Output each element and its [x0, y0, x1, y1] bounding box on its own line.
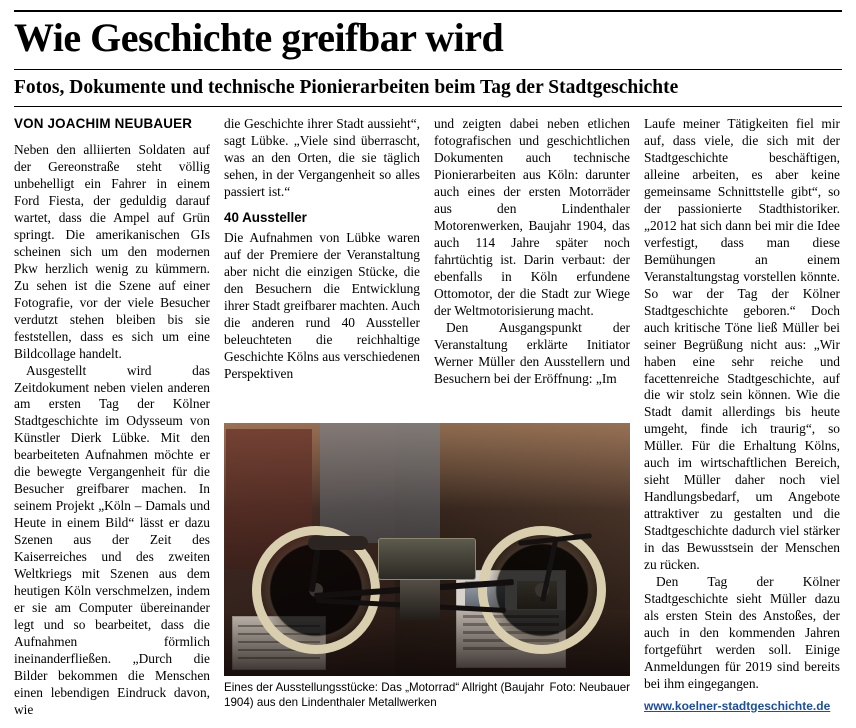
photo-caption-text: Eines der Ausstellungsstücke: Das „Motorrad“ Allright (Baujahr 1904) aus den Lindenthaler Metallwerken — [224, 681, 545, 709]
seat — [308, 536, 368, 550]
photo-credit: Foto: Neubauer — [549, 681, 630, 694]
crosshead: 40 Aussteller — [224, 210, 307, 225]
motorcycle — [250, 484, 610, 654]
paragraph: Den Ausgangspunkt der Veranstaltung erklärte Initiator Werner Müller den Ausstellern und Besuchern bei der Eröffnung: „Im — [434, 319, 630, 386]
paragraph: und zeigten dabei neben etlichen fotografischen und geschichtlichen Dokumenten auch technische Pionierarbeiten aus Köln: darunter auch eines der ersten Motorräder aus den Lindenthaler Motorenwerken, Baujahr 1904, das auch 114 Jahre später noch fahrtüchtig ist. Darin verbaut: der ebenfalls in Köln erfundene Ottomotor, der die Stadt zur Wiege der Weltmotorisierung macht. — [434, 116, 630, 318]
paragraph: Ausgestellt wird das Zeitdokument neben vielen anderen am ersten Tag der Kölner Stadtgeschichte im Odysseum von Künstler Dierk Lübke. Mit den bearbeiteten Aufnahmen möchte er die bewegte Vergangenheit für die Besucher greifbarer machen. In seinem Projekt „Köln – Damals und Heute in einem Bild“ lässt er dazu Szenen aus der Zeit des Kaiserreiches und des zweiten Weltkriegs mit Szenen aus dem heutigen Köln verschmelzen, indem er sie am Computer übereinander legt und so bearbeitet, dass die Aufnahmen förmlich ineinanderfließen. „Durch die Bilder bekommen die Menschen einen lebendigen Eindruck davon, wie — [14, 362, 210, 717]
fuel-tank — [378, 538, 476, 580]
column-3 — [434, 116, 630, 387]
paragraph: Neben den alliierten Soldaten auf der Gereonstraße steht völlig unbehelligt ein Fahrer in einem Ford Fiesta, der geduldig darauf wartet, dass die Ampel auf Grün springt. Die amerikanischen GIs scheinen sich um den modernen Pkw herzlich wenig zu kümmern. Zu sehen ist die Szene auf einer Fotografie, vor der viele Besucher verdutzt stehen bleiben bis sie feststellen, dass es sich um eine Bildcollage handelt. — [14, 142, 210, 361]
column-4 — [644, 116, 840, 712]
page-title: Wie Geschichte greifbar wird — [14, 15, 504, 60]
column-2 — [224, 116, 420, 382]
photo-caption — [224, 681, 630, 711]
paragraph: die Geschichte ihrer Stadt aussieht“, sagt Lübke. „Viele sind überrascht, was an den Orten, die sie täglich sehen, in der Vergangenheit so alles passiert ist.“ — [224, 116, 420, 200]
top-rule — [14, 10, 842, 12]
subheadline-rule — [14, 106, 842, 107]
paragraph: Laufe meiner Tätigkeiten fiel mir auf, dass viele, die sich mit der Stadtgeschichte beschäftigen, alleine arbeiten, es aber keine gemeinsame Schnittstelle gibt“, so der passionierte Stadthistoriker. „2012 hat sich dann bei mir die Idee verfestigt, dass man diese Bemühungen an einem Veranstaltungstag vorstellen könnte. So war der Tag der Kölner Stadtgeschichte geboren.“ Doch auch kritische Töne ließ Müller bei seiner Begrüßung nicht aus: „Wir haben eine sehr reiche und facettenreiche Stadtgeschichte, auf die wir stolz sein können. Wie die Stadt damit allerdings bis heute umgeht, finde ich traurig“, so Müller. Für die Erhaltung Kölns, auch im wirtschaftlichen Bereich, sieht Müller daher noch viel Handlungsbedarf, um Angebote attraktiver zu gestalten und die Stadtgeschichte dadurch viel stärker in das Bewusstsein der Menschen zu rücken. — [644, 116, 840, 573]
paragraph: Die Aufnahmen von Lübke waren auf der Premiere der Veranstaltung aber nicht die einzigen Stücke, die den Besuchern die Entwicklung ihrer Stadt greifbarer machten. Auch die anderen rund 40 Aussteller beleuchteten die reichhaltige Geschichte Kölns aus verschiedenen Perspektiven — [224, 229, 420, 381]
paragraph: Den Tag der Kölner Stadtgeschichte sieht Müller dazu als ersten Stein des Anstoßes, der auch in den kommenden Jahren fortgeführt werden soll. Einige Anmeldungen für 2019 sind bereits bei ihm eingegangen. — [644, 573, 840, 691]
engine — [400, 578, 440, 620]
headline-rule — [14, 69, 842, 70]
subheadline: Fotos, Dokumente und technische Pionierarbeiten beim Tag der Stadtgeschichte — [14, 76, 679, 98]
website-link[interactable]: www.koelner-stadtgeschichte.de — [644, 698, 831, 713]
photo-motorcycle-exhibit — [224, 423, 630, 676]
byline: VON JOACHIM NEUBAUER — [14, 116, 193, 132]
article-photo-block — [224, 423, 630, 711]
column-1 — [14, 116, 210, 718]
